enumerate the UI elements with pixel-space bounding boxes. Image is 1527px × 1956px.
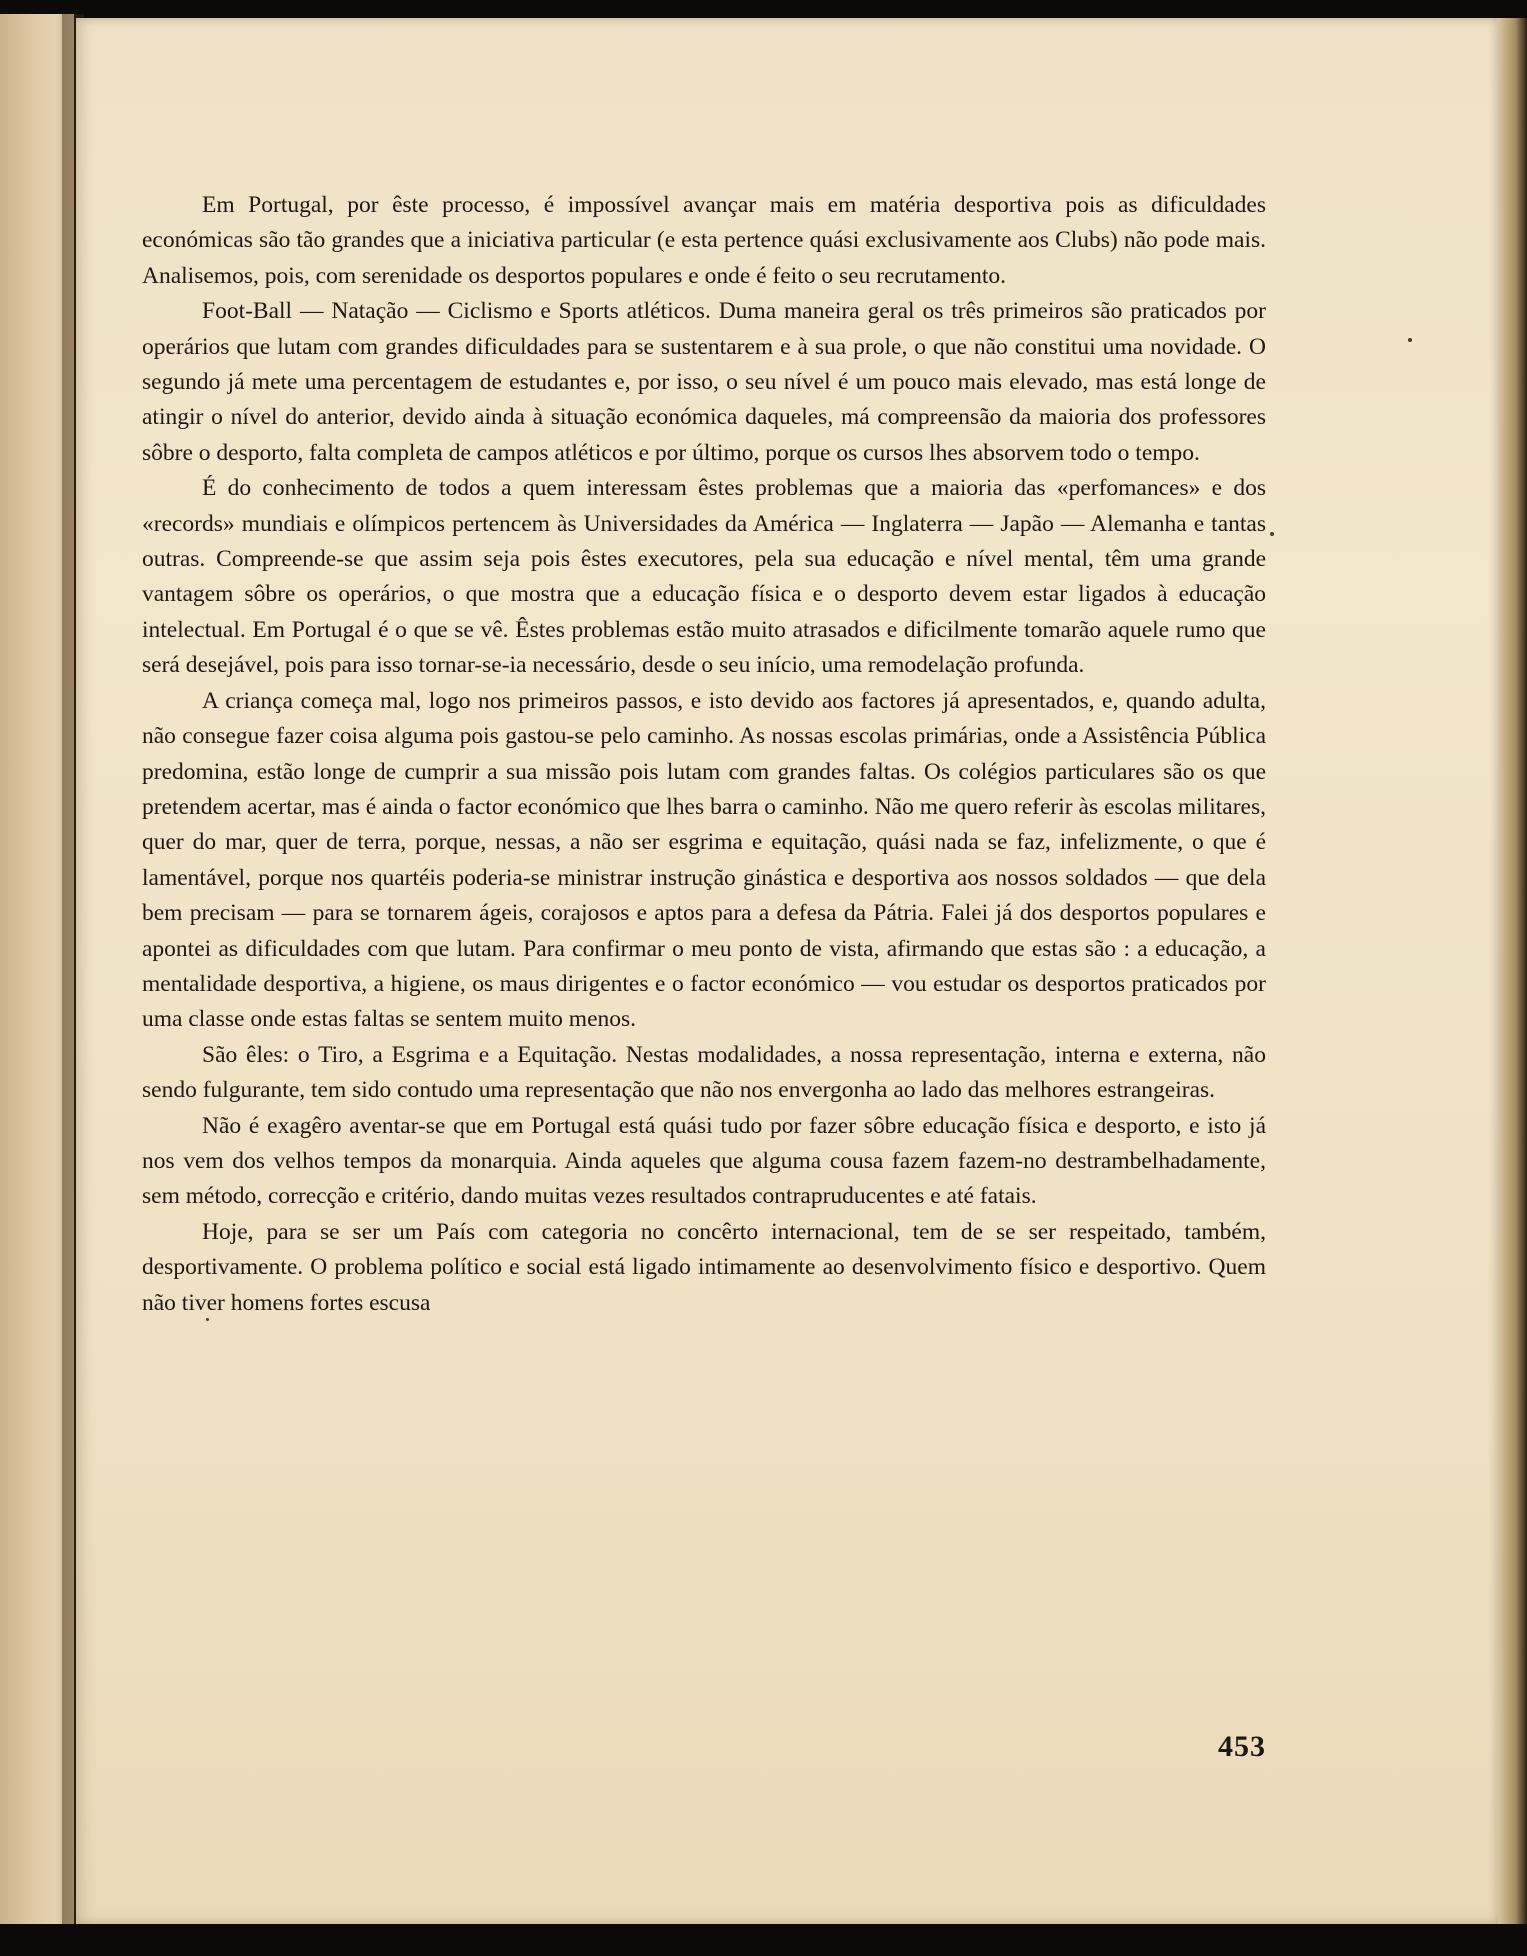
paragraph: Em Portugal, por êste processo, é impossível avançar mais em matéria desportiva pois as dificuldades económicas são tão grandes que a iniciativa particular (e esta pertence quási exclusivamente aos Clubs) não pode mais. Analisemos, pois, com serenidade os desportos populares e onde é feito o seu recrutamento. [142,192,1266,289]
paper-speck [1270,532,1274,536]
paragraph: A criança começa mal, logo nos primeiros passos, e isto devido aos factores já apresentados, e, quando adulta, não consegue fazer coisa alguma pois gastou-se pelo caminho. As nossas escolas primárias, onde a Assistência Pública predomina, estão longe de cumprir a sua missão pois lutam com grandes faltas. Os colégios particulares são os que pretendem acertar, mas é ainda o factor económico que lhes barra o caminho. Não me quero referir às escolas militares, quer do mar, quer de terra, porque, nessas, a não ser esgrima e equitação, quási nada se faz, infelizmente, o que é lamentável, porque nos quartéis poderia-se ministrar instrução ginástica e desportiva aos nossos soldados — que dela bem precisam — para se tornarem ágeis, corajosos e aptos para a defesa da Pátria. Falei já dos desportos populares e apontei as dificuldades com que lutam. Para confirmar o meu ponto de vista, afirmando que estas são : a educação, a mentalidade desportiva, a higiene, os maus dirigentes e o factor económico — vou estudar os desportos praticados por uma classe onde estas faltas se sentem muito menos. [142,687,1266,1033]
paper-speck [1408,338,1412,342]
paragraph: É do conhecimento de todos a quem interessam êstes problemas que a maioria das «perfomances» e dos «records» mundiais e olímpicos pertencem às Universidades da América — Inglaterra — Japão — Alemanha e tantas outras. Compreende-se que assim seja pois êstes executores, pela sua educação e nível mental, têm uma grande vantagem sôbre os operários, o que mostra que a educação física e o desporto devem estar ligados à educação intelectual. Em Portugal é o que se vê. Êstes problemas estão muito atrasados e dificilmente tomarão aquele rumo que será desejável, pois para isso tornar-se-ia necessário, desde o seu início, uma remodelação profunda. [142,475,1266,679]
paragraph: Foot-Ball — Natação — Ciclismo e Sports atléticos. Duma maneira geral os três primeiros são praticados por operários que lutam com grandes dificuldades para se sustentarem e à sua prole, o que não constitui uma novidade. O segundo já mete uma percentagem de estudantes e, por isso, o seu nível é um pouco mais elevado, mas está longe de atingir o nível do anterior, devido ainda à situação económica daqueles, má compreensão da maioria dos professores sôbre o desporto, falta completa de campos atléticos e por último, porque os cursos lhes absorvem todo o tempo. [142,298,1266,466]
page-number: 453 [1218,1730,1266,1763]
paragraph: Não é exagêro aventar-se que em Portugal está quási tudo por fazer sôbre educação física e desporto, e isto já nos vem dos velhos tempos da monarquia. Ainda aqueles que alguma cousa fazem fazem-no destrambelhadamente, sem método, correcção e critério, dando muitas vezes resultados contrapruducentes e até fatais. [142,1112,1266,1210]
body-text [142,188,1266,1321]
scan-border-bottom [0,1924,1527,1956]
right-page-edge [1498,18,1527,1924]
paragraph: Hoje, para se ser um País com categoria no concêrto internacional, tem de se ser respeitado, também, desportivamente. O problema político e social está ligado intimamente ao desenvolvimento físico e desportivo. Quem não tiver homens fortes escusa [142,1218,1266,1316]
paragraph: São êles: o Tiro, a Esgrima e a Equitação. Nestas modalidades, a nossa representação, interna e externa, não sendo fulgurante, tem sido contudo uma representação que não nos envergonha ao lado das melhores estrangeiras. [142,1041,1266,1104]
scan-border-top [0,0,1527,20]
paper-speck [206,1318,209,1321]
